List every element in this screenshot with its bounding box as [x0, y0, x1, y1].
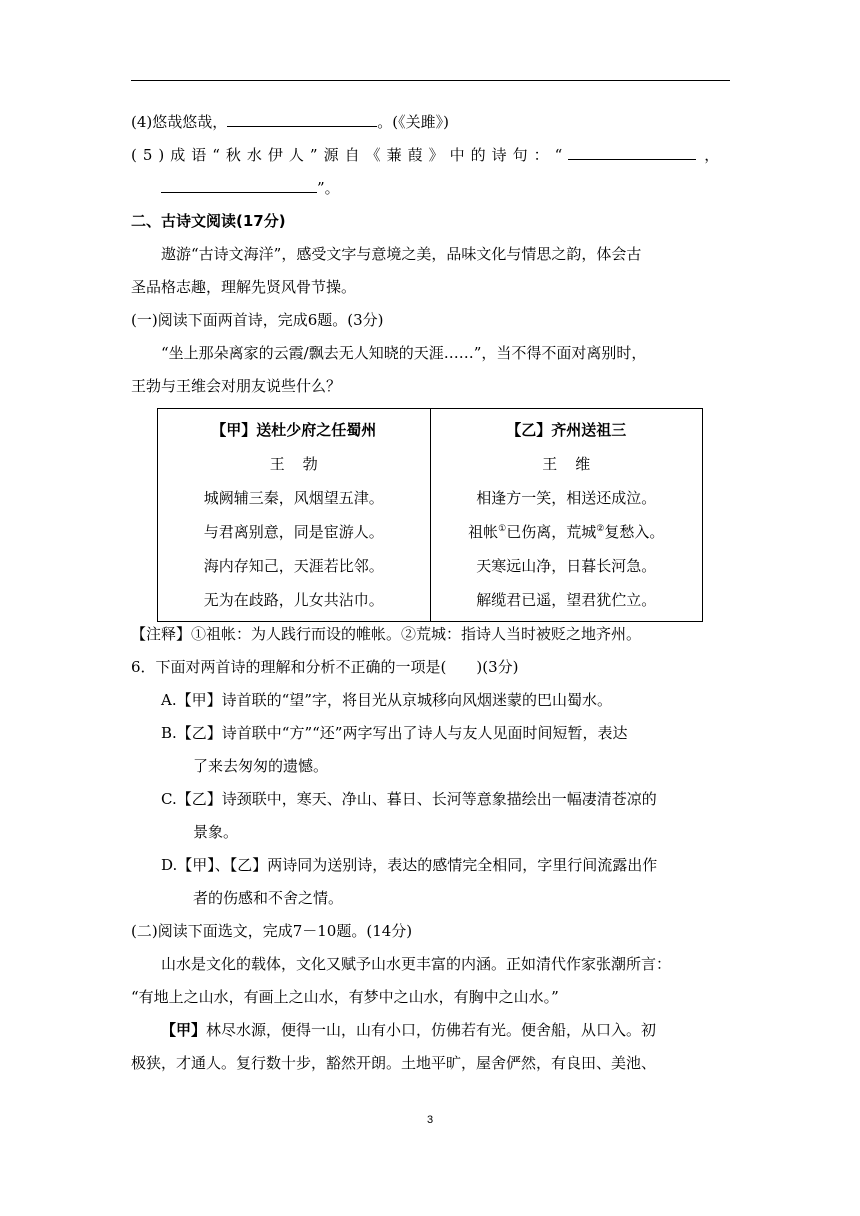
poem-b-author: 王维	[542, 455, 609, 473]
poem-b-title: 【乙】齐州送祖三	[506, 421, 627, 439]
upper-content	[131, 106, 730, 403]
annotation: 【注释】①祖帐：为人践行而设的帷帐。②荒城：指诗人当时被贬之地齐州。	[131, 625, 642, 643]
lead-line: “坐上那朵离家的云霞/飘去无人知晓的天涯……”，当不得不面对离别时，	[161, 344, 647, 362]
para-line: 山水是文化的载体，文化又赋予山水更丰富的内涵。正如清代作家张潮所言：	[161, 955, 672, 973]
poem-a	[158, 409, 431, 622]
part1-title: (一)阅读下面两首诗，完成6题。(3分)	[131, 311, 384, 329]
option-b: B.【乙】诗首联中“方”“还”两字写出了诗人与友人见面时间短暂，表达	[161, 724, 628, 742]
poem-line: 天寒远山净，日暮长河急。	[476, 557, 657, 575]
option-a: A.【甲】诗首联的“望”字，将目光从京城移向风烟迷蒙的巴山蜀水。	[161, 691, 612, 709]
intro-line: 遨游“古诗文海洋”，感受文字与意境之美，品味文化与情思之韵，体会古	[161, 245, 642, 263]
page-number: 3	[426, 1114, 434, 1126]
poem-a-author: 王勃	[269, 455, 336, 473]
answer-blank[interactable]	[227, 109, 377, 127]
question-6-stem: 6．下面对两首诗的理解和分析不正确的一项是( )(3分)	[131, 658, 519, 676]
poem-b	[430, 409, 703, 622]
option-c: C.【乙】诗颈联中，寒天、净山、暮日、长河等意象描绘出一幅凄清苍凉的	[161, 790, 657, 808]
footnote-mark: ②	[596, 524, 605, 534]
answer-blank[interactable]	[161, 175, 317, 193]
section-title: 二、古诗文阅读(17分)	[131, 212, 286, 230]
passage-line: 【甲】林尽水源，便得一山，山有小口，仿佛若有光。便舍船，从口入。初	[161, 1021, 657, 1039]
footnote-mark: ①	[498, 524, 507, 534]
poem-line: 祖帐①已伤离，荒城②复愁入。	[468, 523, 665, 541]
question-4: (4)悠哉悠哉， 。(《关雎》)	[131, 106, 730, 139]
option-c-cont: 景象。	[193, 823, 239, 841]
question-5-cont: ”。	[131, 172, 730, 205]
lower-content	[131, 618, 730, 1080]
para-line: “有地上之山水，有画上之山水，有梦中之山水，有胸中之山水。”	[131, 988, 559, 1006]
answer-blank[interactable]	[568, 142, 696, 160]
passage-line: 极狭，才通人。复行数十步，豁然开朗。土地平旷，屋舍俨然，有良田、美池、	[131, 1054, 657, 1072]
poem-line: 解缆君已遥，望君犹伫立。	[476, 591, 657, 609]
header-rule	[131, 80, 730, 81]
option-b-cont: 了来去匆匆的遗憾。	[193, 757, 329, 775]
option-d: D.【甲】、【乙】两诗同为送别诗，表达的感情完全相同，字里行间流露出作	[161, 856, 658, 874]
question-5: (5)成语“秋水伊人”源自《蒹葭》中的诗句：“ ，	[131, 139, 730, 172]
poem-line: 相逢方一笑，相送还成泣。	[476, 489, 657, 507]
poem-a-title: 【甲】送杜少府之任蜀州	[211, 421, 377, 439]
poem-line: 与君离别意，同是宦游人。	[203, 523, 384, 541]
poem-line: 无为在歧路，儿女共沾巾。	[203, 591, 384, 609]
passage-label: 【甲】	[161, 1021, 207, 1039]
intro-line: 圣品格志趣，理解先贤风骨节操。	[131, 278, 357, 296]
poems-table	[157, 408, 703, 622]
poem-line: 城阙辅三秦，风烟望五津。	[203, 489, 384, 507]
lead-line: 王勃与王维会对朋友说些什么？	[131, 377, 342, 395]
part2-title: (二)阅读下面选文，完成7－10题。(14分)	[131, 922, 413, 940]
option-d-cont: 者的伤感和不舍之情。	[193, 889, 344, 907]
poem-line: 海内存知己，天涯若比邻。	[203, 557, 384, 575]
